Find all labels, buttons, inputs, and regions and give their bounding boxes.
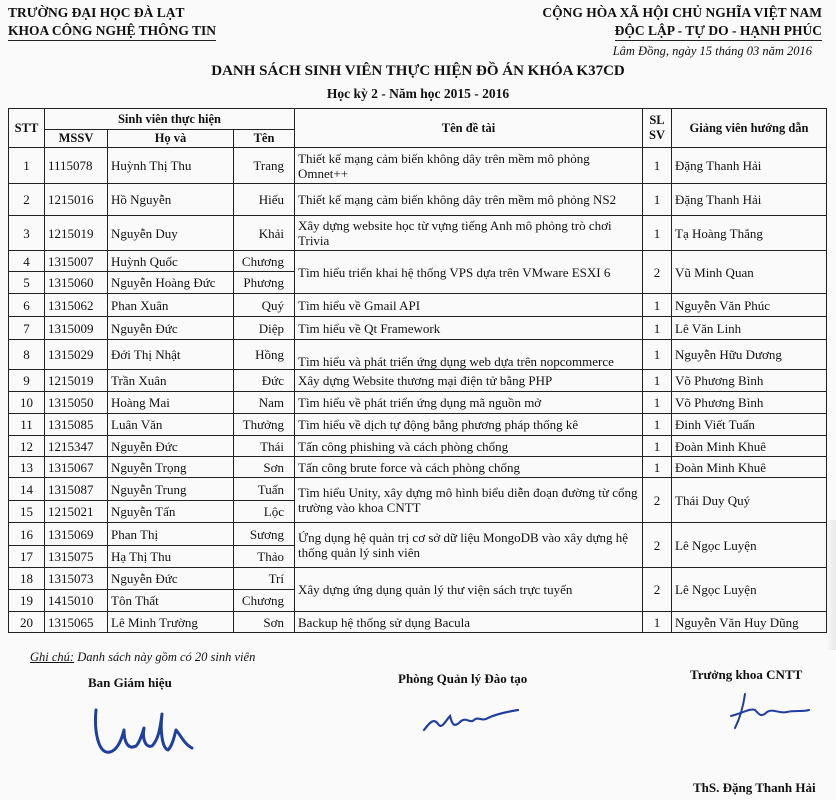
row-sl: 1 bbox=[643, 436, 672, 457]
row-advisor: Lê Văn Linh bbox=[672, 317, 827, 340]
header-topic: Tên đề tài bbox=[295, 109, 643, 148]
table-row bbox=[9, 251, 827, 272]
row-sl: 1 bbox=[643, 370, 672, 392]
row-mssv: 1315009 bbox=[45, 317, 108, 340]
header-stt: STT bbox=[9, 109, 45, 148]
row-mssv: 1315062 bbox=[45, 294, 108, 317]
row-topic: Tìm hiểu triển khai hệ thống VPS dựa trên VMware ESXI 6 bbox=[295, 251, 643, 294]
row-sl: 1 bbox=[643, 457, 672, 478]
row-mssv: 1215019 bbox=[45, 216, 108, 251]
document-date: Lâm Đồng, ngày 15 tháng 03 năm 2016 bbox=[612, 44, 812, 58]
row-ten: Sơn bbox=[234, 612, 295, 633]
row-topic: Xây dựng ứng dụng quản lý thư viện sách trực tuyến bbox=[295, 568, 643, 612]
row-stt: 20 bbox=[9, 612, 45, 633]
row-mssv: 1215021 bbox=[45, 501, 108, 523]
table-row bbox=[9, 478, 827, 501]
row-stt: 2 bbox=[9, 184, 45, 216]
table-row bbox=[9, 294, 827, 317]
row-advisor: Đặng Thanh Hải bbox=[672, 184, 827, 216]
row-ten: Sơn bbox=[234, 457, 295, 478]
row-topic: Tìm hiểu và phát triển ứng dụng web dựa trên nopcommerce bbox=[295, 340, 643, 370]
signature-training-scribble bbox=[420, 700, 530, 740]
row-ten: Lộc bbox=[234, 501, 295, 523]
header-ho: Họ và bbox=[108, 130, 234, 148]
row-ten: Diệp bbox=[234, 317, 295, 340]
row-mssv: 1315067 bbox=[45, 457, 108, 478]
header-student-group: Sinh viên thực hiện bbox=[45, 109, 295, 130]
row-stt: 6 bbox=[9, 294, 45, 317]
footnote-text: Danh sách này gồm có 20 sinh viên bbox=[77, 650, 256, 664]
row-sl: 1 bbox=[643, 414, 672, 436]
row-topic: Backup hệ thống sử dụng Bacula bbox=[295, 612, 643, 633]
row-mssv: 1115078 bbox=[45, 148, 108, 184]
row-ten: Hiếu bbox=[234, 184, 295, 216]
university-name: TRƯỜNG ĐẠI HỌC ĐÀ LẠT bbox=[8, 5, 185, 20]
footnote bbox=[30, 650, 255, 665]
row-advisor: Nguyễn Văn Phúc bbox=[672, 294, 827, 317]
row-sl: 2 bbox=[643, 478, 672, 523]
row-sl: 1 bbox=[643, 612, 672, 633]
row-mssv: 1315029 bbox=[45, 340, 108, 370]
row-stt: 15 bbox=[9, 501, 45, 523]
row-ten: Quý bbox=[234, 294, 295, 317]
header-mssv: MSSV bbox=[45, 130, 108, 148]
table-row bbox=[9, 317, 827, 340]
row-ten: Trí bbox=[234, 568, 295, 590]
row-advisor: Đoàn Minh Khuê bbox=[672, 436, 827, 457]
row-topic: Thiết kế mạng cảm biến không dây trên mềm mô phỏng Omnet++ bbox=[295, 148, 643, 184]
row-sl: 1 bbox=[643, 294, 672, 317]
row-stt: 3 bbox=[9, 216, 45, 251]
row-mssv: 1415010 bbox=[45, 590, 108, 612]
row-sl: 1 bbox=[643, 216, 672, 251]
nation-motto: ĐỘC LẬP - TỰ DO - HẠNH PHÚC bbox=[615, 22, 822, 41]
row-advisor: Võ Phương Bình bbox=[672, 392, 827, 414]
row-topic: Tấn công brute force và cách phòng chống bbox=[295, 457, 643, 478]
signature-board-scribble bbox=[88, 700, 228, 770]
row-mssv: 1315060 bbox=[45, 272, 108, 294]
row-ten: Chương bbox=[234, 590, 295, 612]
row-advisor: Vũ Minh Quan bbox=[672, 251, 827, 294]
row-stt: 17 bbox=[9, 546, 45, 568]
row-ho: Nguyễn Duy bbox=[108, 216, 234, 251]
row-ho: Lê Minh Trường bbox=[108, 612, 234, 633]
document-title: DANH SÁCH SINH VIÊN THỰC HIỆN ĐỒ ÁN KHÓA K37CD bbox=[211, 63, 625, 79]
row-mssv: 1315075 bbox=[45, 546, 108, 568]
row-ho: Nguyễn Tấn bbox=[108, 501, 234, 523]
row-ten: Khải bbox=[234, 216, 295, 251]
row-ten: Tuấn bbox=[234, 478, 295, 501]
row-ho: Nguyễn Đức bbox=[108, 317, 234, 340]
row-sl: 1 bbox=[643, 184, 672, 216]
table-row bbox=[9, 568, 827, 590]
row-mssv: 1215016 bbox=[45, 184, 108, 216]
row-ho: Nguyễn Trọng bbox=[108, 457, 234, 478]
faculty-name: KHOA CÔNG NGHỆ THÔNG TIN bbox=[8, 22, 216, 41]
row-mssv: 1315069 bbox=[45, 523, 108, 546]
row-advisor: Đặng Thanh Hải bbox=[672, 148, 827, 184]
table-row bbox=[9, 184, 827, 216]
row-topic: Xây dựng website học từ vựng tiếng Anh mô phỏng trò chơi Trivia bbox=[295, 216, 643, 251]
signature-title-training-office: Phòng Quản lý Đào tạo bbox=[398, 671, 528, 686]
row-ho: Nguyễn Hoàng Đức bbox=[108, 272, 234, 294]
row-advisor: Nguyễn Hữu Dương bbox=[672, 340, 827, 370]
row-sl: 2 bbox=[643, 568, 672, 612]
school-header bbox=[8, 4, 216, 41]
row-ho: Huỳnh Thị Thu bbox=[108, 148, 234, 184]
row-advisor: Đinh Viết Tuấn bbox=[672, 414, 827, 436]
row-ten: Sương bbox=[234, 523, 295, 546]
row-advisor: Lê Ngọc Luyện bbox=[672, 523, 827, 568]
row-advisor: Lê Ngọc Luyện bbox=[672, 568, 827, 612]
row-topic: Thiết kế mạng cảm biến không dây trên mềm mô phỏng NS2 bbox=[295, 184, 643, 216]
row-ho: Phan Xuân bbox=[108, 294, 234, 317]
signature-title-dean: Trưởng khoa CNTT bbox=[690, 667, 803, 682]
table-row bbox=[9, 216, 827, 251]
table-row bbox=[9, 523, 827, 546]
document-subtitle: Học kỳ 2 - Năm học 2015 - 2016 bbox=[326, 86, 510, 101]
row-ten: Phương bbox=[234, 272, 295, 294]
table-row bbox=[9, 612, 827, 633]
row-mssv: 1315050 bbox=[45, 392, 108, 414]
row-sl: 2 bbox=[643, 251, 672, 294]
row-stt: 9 bbox=[9, 370, 45, 392]
row-ten: Hồng bbox=[234, 340, 295, 370]
row-sl: 1 bbox=[643, 317, 672, 340]
row-stt: 5 bbox=[9, 272, 45, 294]
row-topic: Tìm hiểu về phát triển ứng dụng mã nguồn mở bbox=[295, 392, 643, 414]
header-sl: SL SV bbox=[643, 109, 672, 148]
row-advisor: Nguyễn Văn Huy Dũng bbox=[672, 612, 827, 633]
row-mssv: 1315073 bbox=[45, 568, 108, 590]
row-advisor: Võ Phương Bình bbox=[672, 370, 827, 392]
row-ten: Thưởng bbox=[234, 414, 295, 436]
row-stt: 13 bbox=[9, 457, 45, 478]
row-stt: 19 bbox=[9, 590, 45, 612]
row-mssv: 1315007 bbox=[45, 251, 108, 272]
row-stt: 14 bbox=[9, 478, 45, 501]
row-ho: Tôn Thất bbox=[108, 590, 234, 612]
row-stt: 10 bbox=[9, 392, 45, 414]
dean-name: ThS. Đặng Thanh Hải bbox=[693, 780, 816, 795]
row-sl: 1 bbox=[643, 340, 672, 370]
signature-dean-scribble bbox=[725, 690, 815, 735]
row-ho: Hồ Nguyễn bbox=[108, 184, 234, 216]
row-stt: 8 bbox=[9, 340, 45, 370]
student-project-table bbox=[8, 108, 827, 633]
table-row bbox=[9, 340, 827, 370]
table-row bbox=[9, 370, 827, 392]
row-ho: Nguyễn Đức bbox=[108, 568, 234, 590]
header-advisor: Giảng viên hướng dẫn bbox=[672, 109, 827, 148]
row-advisor: Thái Duy Quý bbox=[672, 478, 827, 523]
row-stt: 18 bbox=[9, 568, 45, 590]
row-ho: Đới Thị Nhật bbox=[108, 340, 234, 370]
table-row bbox=[9, 148, 827, 184]
row-topic: Xây dựng Website thương mại điện tử bằng PHP bbox=[295, 370, 643, 392]
row-topic: Ứng dụng hệ quản trị cơ sở dữ liệu MongoDB vào xây dựng hệ thống quản lý sinh viên bbox=[295, 523, 643, 568]
row-sl: 1 bbox=[643, 392, 672, 414]
row-ten: Thái bbox=[234, 436, 295, 457]
row-mssv: 1315065 bbox=[45, 612, 108, 633]
signature-title-board: Ban Giám hiệu bbox=[88, 675, 172, 690]
row-ho: Luân Văn bbox=[108, 414, 234, 436]
row-ho: Phan Thị bbox=[108, 523, 234, 546]
row-stt: 4 bbox=[9, 251, 45, 272]
row-stt: 16 bbox=[9, 523, 45, 546]
row-sl: 1 bbox=[643, 148, 672, 184]
row-topic: Tìm hiểu về dịch tự động bằng phương pháp thống kê bbox=[295, 414, 643, 436]
row-ten: Thảo bbox=[234, 546, 295, 568]
row-stt: 12 bbox=[9, 436, 45, 457]
row-ho: Huỳnh Quốc bbox=[108, 251, 234, 272]
table-row bbox=[9, 392, 827, 414]
row-ten: Đức bbox=[234, 370, 295, 392]
row-topic: Tìm hiểu về Gmail API bbox=[295, 294, 643, 317]
row-advisor: Đoàn Minh Khuê bbox=[672, 457, 827, 478]
row-mssv: 1315087 bbox=[45, 478, 108, 501]
header-ten: Tên bbox=[234, 130, 295, 148]
row-mssv: 1215347 bbox=[45, 436, 108, 457]
row-mssv: 1315085 bbox=[45, 414, 108, 436]
row-ten: Trang bbox=[234, 148, 295, 184]
table-row bbox=[9, 457, 827, 478]
table-row bbox=[9, 436, 827, 457]
row-stt: 11 bbox=[9, 414, 45, 436]
row-stt: 1 bbox=[9, 148, 45, 184]
row-advisor: Tạ Hoàng Thắng bbox=[672, 216, 827, 251]
row-topic: Tấn công phishing và cách phòng chống bbox=[295, 436, 643, 457]
row-ten: Chương bbox=[234, 251, 295, 272]
row-mssv: 1215019 bbox=[45, 370, 108, 392]
footnote-label: Ghi chú: bbox=[30, 650, 75, 664]
row-ho: Hoàng Mai bbox=[108, 392, 234, 414]
nation-name: CỘNG HÒA XÃ HỘI CHỦ NGHĨA VIỆT NAM bbox=[542, 5, 822, 20]
row-ho: Hạ Thị Thu bbox=[108, 546, 234, 568]
table-row bbox=[9, 414, 827, 436]
nation-header bbox=[542, 4, 822, 41]
row-sl: 2 bbox=[643, 523, 672, 568]
scan-edge-shadow bbox=[826, 520, 836, 650]
row-topic: Tìm hiểu Unity, xây dựng mô hình biểu diễn đoạn đường từ cổng trường vào khoa CNTT bbox=[295, 478, 643, 523]
row-stt: 7 bbox=[9, 317, 45, 340]
row-ho: Nguyễn Trung bbox=[108, 478, 234, 501]
row-ho: Trần Xuân bbox=[108, 370, 234, 392]
row-ho: Nguyễn Đức bbox=[108, 436, 234, 457]
row-ten: Nam bbox=[234, 392, 295, 414]
row-topic: Tìm hiểu về Qt Framework bbox=[295, 317, 643, 340]
